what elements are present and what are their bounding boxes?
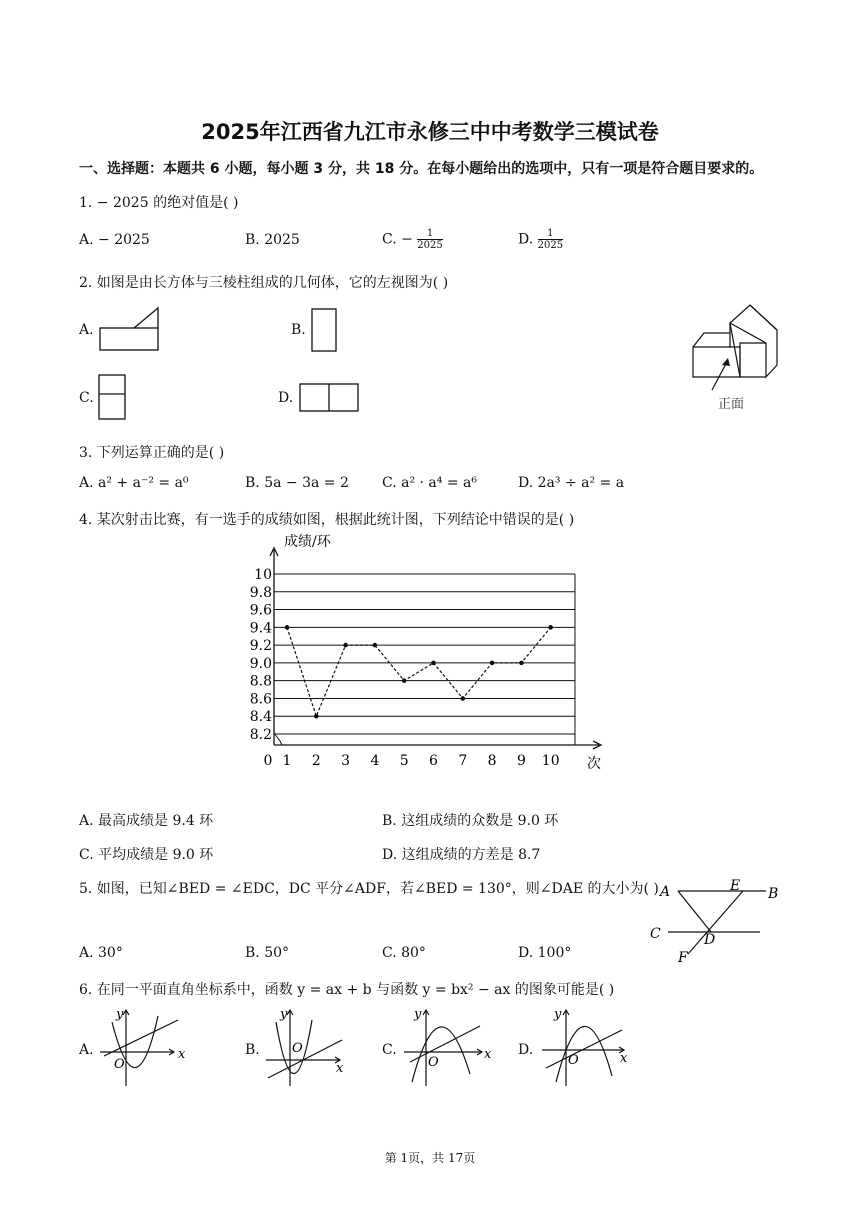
y-axis-label: y (280, 1007, 288, 1022)
q2-solid-figure (688, 300, 788, 418)
x-tick-label: 10 (541, 753, 560, 769)
q2-option-a[interactable]: A. (79, 322, 94, 338)
origin-label: O (114, 1057, 125, 1072)
y-tick-label: 10 (254, 567, 272, 583)
q5-option-a[interactable]: A. 30° (79, 945, 123, 961)
q1-option-d-fraction (538, 228, 563, 251)
data-point (519, 661, 524, 666)
x-tick-label: 2 (311, 753, 321, 769)
x-tick-label: 9 (516, 753, 526, 769)
front-label: 正面 (718, 397, 745, 412)
question-5-stem: 5. 如图，已知∠BED = ∠EDC，DC 平分∠ADF，若∠BED = 130°，则∠DAE 的大小为( ) (79, 881, 659, 897)
data-point (461, 696, 466, 701)
y-axis-label: y (414, 1007, 422, 1022)
data-point (343, 643, 348, 648)
q1-option-a[interactable]: A. − 2025 (79, 232, 150, 248)
y-tick-label: 9.4 (249, 620, 272, 637)
point-d-label: D (704, 932, 716, 948)
q4-option-c[interactable]: C. 平均成绩是 9.0 环 (79, 847, 214, 863)
q2-option-d-figure (298, 382, 360, 414)
page-title: 2025年江西省九江市永修三中中考数学三模试卷 (201, 120, 659, 144)
question-3-stem: 3. 下列运算正确的是( ) (79, 445, 225, 461)
q5-option-b[interactable]: B. 50° (245, 945, 290, 961)
origin-label: O (568, 1053, 579, 1068)
y-axis-label: y (554, 1007, 562, 1022)
q3-option-b[interactable]: B. 5a − 3a = 2 (245, 475, 349, 491)
chart-x-label: 次 (587, 756, 601, 772)
point-a-label: A (660, 884, 671, 900)
q3-option-c[interactable]: C. a² · a⁴ = a⁶ (382, 475, 477, 491)
q1-option-d[interactable] (518, 228, 563, 251)
origin-label: O (292, 1041, 303, 1056)
y-tick-label: 9.8 (249, 584, 272, 601)
x-axis-label: x (336, 1061, 344, 1076)
q1-option-d-prefix: D. (518, 231, 538, 248)
q4-option-a[interactable]: A. 最高成绩是 9.4 环 (79, 813, 214, 829)
y-tick-label: 8.4 (249, 709, 272, 726)
x-tick-label: 3 (341, 753, 351, 769)
q2-option-a-figure (98, 304, 162, 354)
y-tick-label: 8.2 (249, 727, 272, 743)
point-f-label: F (678, 950, 688, 966)
q6-option-c[interactable]: C. (382, 1042, 397, 1058)
q4-option-b[interactable]: B. 这组成绩的众数是 9.0 环 (382, 813, 559, 829)
data-point (548, 625, 553, 630)
q3-option-a[interactable]: A. a² + a⁻² = a⁰ (79, 475, 189, 491)
point-b-label: B (768, 886, 779, 902)
q1-option-c[interactable] (382, 228, 443, 251)
data-point (314, 714, 319, 719)
q6-option-b-graph (262, 1006, 352, 1092)
q2-option-c-figure (97, 373, 129, 421)
fraction-numerator: 1 (417, 228, 442, 240)
q5-option-c[interactable]: C. 80° (382, 945, 426, 961)
q6-option-c-graph (400, 1006, 492, 1092)
x-tick-label: 1 (282, 753, 292, 769)
fraction-denominator: 2025 (417, 240, 443, 251)
page-footer: 第 1页，共 17页 (384, 1151, 476, 1165)
x-tick-label: 6 (429, 753, 438, 769)
q3-option-d[interactable]: D. 2a³ ÷ a² = a (518, 475, 625, 491)
point-e-label: E (730, 878, 741, 894)
x-tick-label: 7 (458, 753, 468, 769)
axis-break-mark (274, 733, 282, 745)
y-tick-label: 9.2 (249, 638, 272, 655)
point-c-label: C (650, 926, 661, 942)
q1-option-b[interactable]: B. 2025 (245, 232, 300, 248)
q1-option-c-fraction (417, 228, 442, 251)
fraction-numerator: 1 (538, 228, 563, 240)
y-tick-label: 9.6 (249, 602, 272, 619)
origin-label: O (428, 1055, 439, 1070)
q6-option-a-graph (96, 1006, 186, 1092)
x-tick-label: 0 (263, 753, 273, 769)
question-4-stem: 4. 某次射击比赛，有一选手的成绩如图，根据此统计图，下列结论中错误的是( ) (79, 512, 575, 528)
data-point (490, 661, 495, 666)
data-point (431, 661, 436, 666)
q4-option-d[interactable]: D. 这组成绩的方差是 8.7 (382, 847, 541, 863)
q2-option-d[interactable]: D. (278, 390, 294, 406)
series-line (287, 627, 551, 716)
data-point (402, 678, 407, 683)
y-tick-label: 8.6 (249, 691, 272, 708)
data-point (373, 643, 378, 648)
y-tick-label: 9.0 (249, 655, 272, 672)
chart-y-label: 成绩/环 (284, 534, 331, 550)
score-line-chart (244, 528, 614, 778)
fraction-denominator: 2025 (537, 240, 564, 251)
q6-option-d[interactable]: D. (518, 1042, 534, 1058)
q1-option-c-prefix: C. − (382, 231, 413, 248)
q2-option-b-figure (310, 307, 340, 353)
x-axis-label: x (620, 1051, 628, 1066)
q5-angle-figure (648, 876, 786, 968)
x-axis-label: x (484, 1047, 492, 1062)
x-tick-label: 8 (487, 753, 497, 769)
question-1-stem: 1. − 2025 的绝对值是( ) (79, 195, 239, 211)
q6-option-a[interactable]: A. (79, 1042, 94, 1058)
y-tick-label: 8.8 (249, 673, 272, 690)
q2-option-b[interactable]: B. (291, 322, 306, 338)
question-6-stem: 6. 在同一平面直角坐标系中，函数 y = ax + b 与函数 y = bx² − ax 的图象可能是( ) (79, 982, 615, 998)
q6-option-d-graph (538, 1006, 630, 1092)
question-2-stem: 2. 如图是由长方体与三棱柱组成的几何体，它的左视图为( ) (79, 275, 449, 291)
q2-option-c[interactable]: C. (79, 390, 94, 406)
y-axis-label: y (116, 1007, 124, 1022)
q6-option-b[interactable]: B. (245, 1042, 260, 1058)
section-heading: 一、选择题：本题共 6 小题，每小题 3 分，共 18 分。在每小题给出的选项中，只有一项是符合题目要求的。 (79, 161, 764, 177)
x-tick-label: 4 (370, 753, 380, 769)
data-point (285, 625, 290, 630)
x-tick-label: 5 (399, 753, 409, 769)
q5-option-d[interactable]: D. 100° (518, 945, 572, 961)
x-axis-label: x (178, 1047, 186, 1062)
